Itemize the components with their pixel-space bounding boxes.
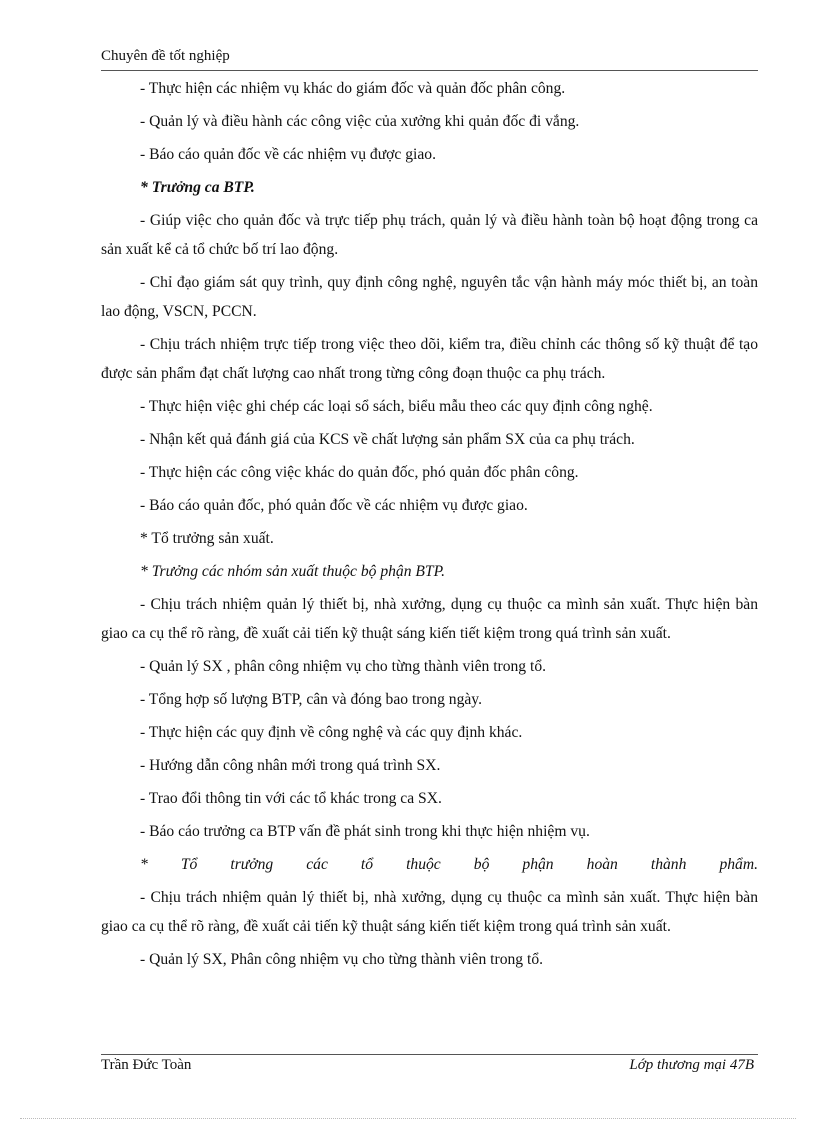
section-heading: * Tổ trưởng các tổ thuộc bộ phận hoàn thành phẩm.	[140, 856, 758, 873]
paragraph: - Báo cáo trưởng ca BTP vấn đề phát sinh trong khi thực hiện nhiệm vụ.	[140, 823, 590, 840]
paragraph: - Quản lý và điều hành các công việc của xưởng khi quản đốc đi vắng.	[140, 113, 580, 130]
document-body	[101, 74, 758, 978]
paragraph: - Thực hiện các công việc khác do quản đốc, phó quản đốc phân công.	[140, 464, 579, 481]
paragraph: - Tổng hợp số lượng BTP, cân và đóng bao trong ngày.	[140, 691, 482, 708]
footer-rule	[101, 1054, 758, 1055]
paragraph: - Thực hiện các quy định về công nghệ và các quy định khác.	[140, 724, 523, 741]
page-edge	[20, 1118, 796, 1119]
running-header: Chuyên đề tốt nghiệp	[101, 48, 230, 64]
paragraph: - Báo cáo quản đốc về các nhiệm vụ được giao.	[140, 146, 436, 163]
paragraph: - Chịu trách nhiệm trực tiếp trong việc theo dõi, kiểm tra, điều chỉnh các thông số kỹ thuật để tạo được sản phẩm đạt chất lượng cao nhất trong từng công đoạn thuộc ca phụ trách.	[101, 336, 758, 382]
footer-class: Lớp thương mại 47B	[629, 1057, 754, 1073]
paragraph: - Báo cáo quản đốc, phó quản đốc về các nhiệm vụ được giao.	[140, 497, 528, 514]
section-heading: * Tổ trưởng sản xuất.	[140, 530, 274, 547]
section-heading: * Trưởng các nhóm sản xuất thuộc bộ phận BTP.	[140, 563, 446, 580]
paragraph: - Quản lý SX, Phân công nhiệm vụ cho từng thành viên trong tổ.	[140, 951, 544, 968]
section-heading: * Trưởng ca BTP.	[140, 179, 255, 196]
paragraph: - Thực hiện các nhiệm vụ khác do giám đốc và quản đốc phân công.	[140, 80, 566, 97]
paragraph: - Nhận kết quả đánh giá của KCS về chất lượng sản phẩm SX của ca phụ trách.	[140, 431, 635, 448]
paragraph: - Hướng dẫn công nhân mới trong quá trình SX.	[140, 757, 441, 774]
paragraph: - Chỉ đạo giám sát quy trình, quy định công nghệ, nguyên tắc vận hành máy móc thiết bị, an toàn lao động, VSCN, PCCN.	[101, 274, 758, 320]
paragraph: - Thực hiện việc ghi chép các loại sổ sách, biểu mẫu theo các quy định công nghệ.	[140, 398, 653, 415]
paragraph: - Giúp việc cho quản đốc và trực tiếp phụ trách, quản lý và điều hành toàn bộ hoạt động trong ca sản xuất kể cả tổ chức bố trí lao động.	[101, 212, 758, 258]
header-rule	[101, 70, 758, 71]
paragraph: - Chịu trách nhiệm quản lý thiết bị, nhà xưởng, dụng cụ thuộc ca mình sản xuất. Thực hiện bàn giao ca cụ thể rõ ràng, đề xuất cải tiến kỹ thuật sáng kiến tiết kiệm trong quá trình sản xuất.	[101, 889, 758, 935]
paragraph: - Quản lý SX , phân công nhiệm vụ cho từng thành viên trong tổ.	[140, 658, 547, 675]
paragraph: - Chịu trách nhiệm quản lý thiết bị, nhà xưởng, dụng cụ thuộc ca mình sản xuất. Thực hiện bàn giao ca cụ thể rõ ràng, đề xuất cải tiến kỹ thuật sáng kiến tiết kiệm trong quá trình sản xuất.	[101, 596, 758, 642]
paragraph: - Trao đổi thông tin với các tổ khác trong ca SX.	[140, 790, 442, 807]
footer-author: Trần Đức Toàn	[101, 1057, 192, 1073]
